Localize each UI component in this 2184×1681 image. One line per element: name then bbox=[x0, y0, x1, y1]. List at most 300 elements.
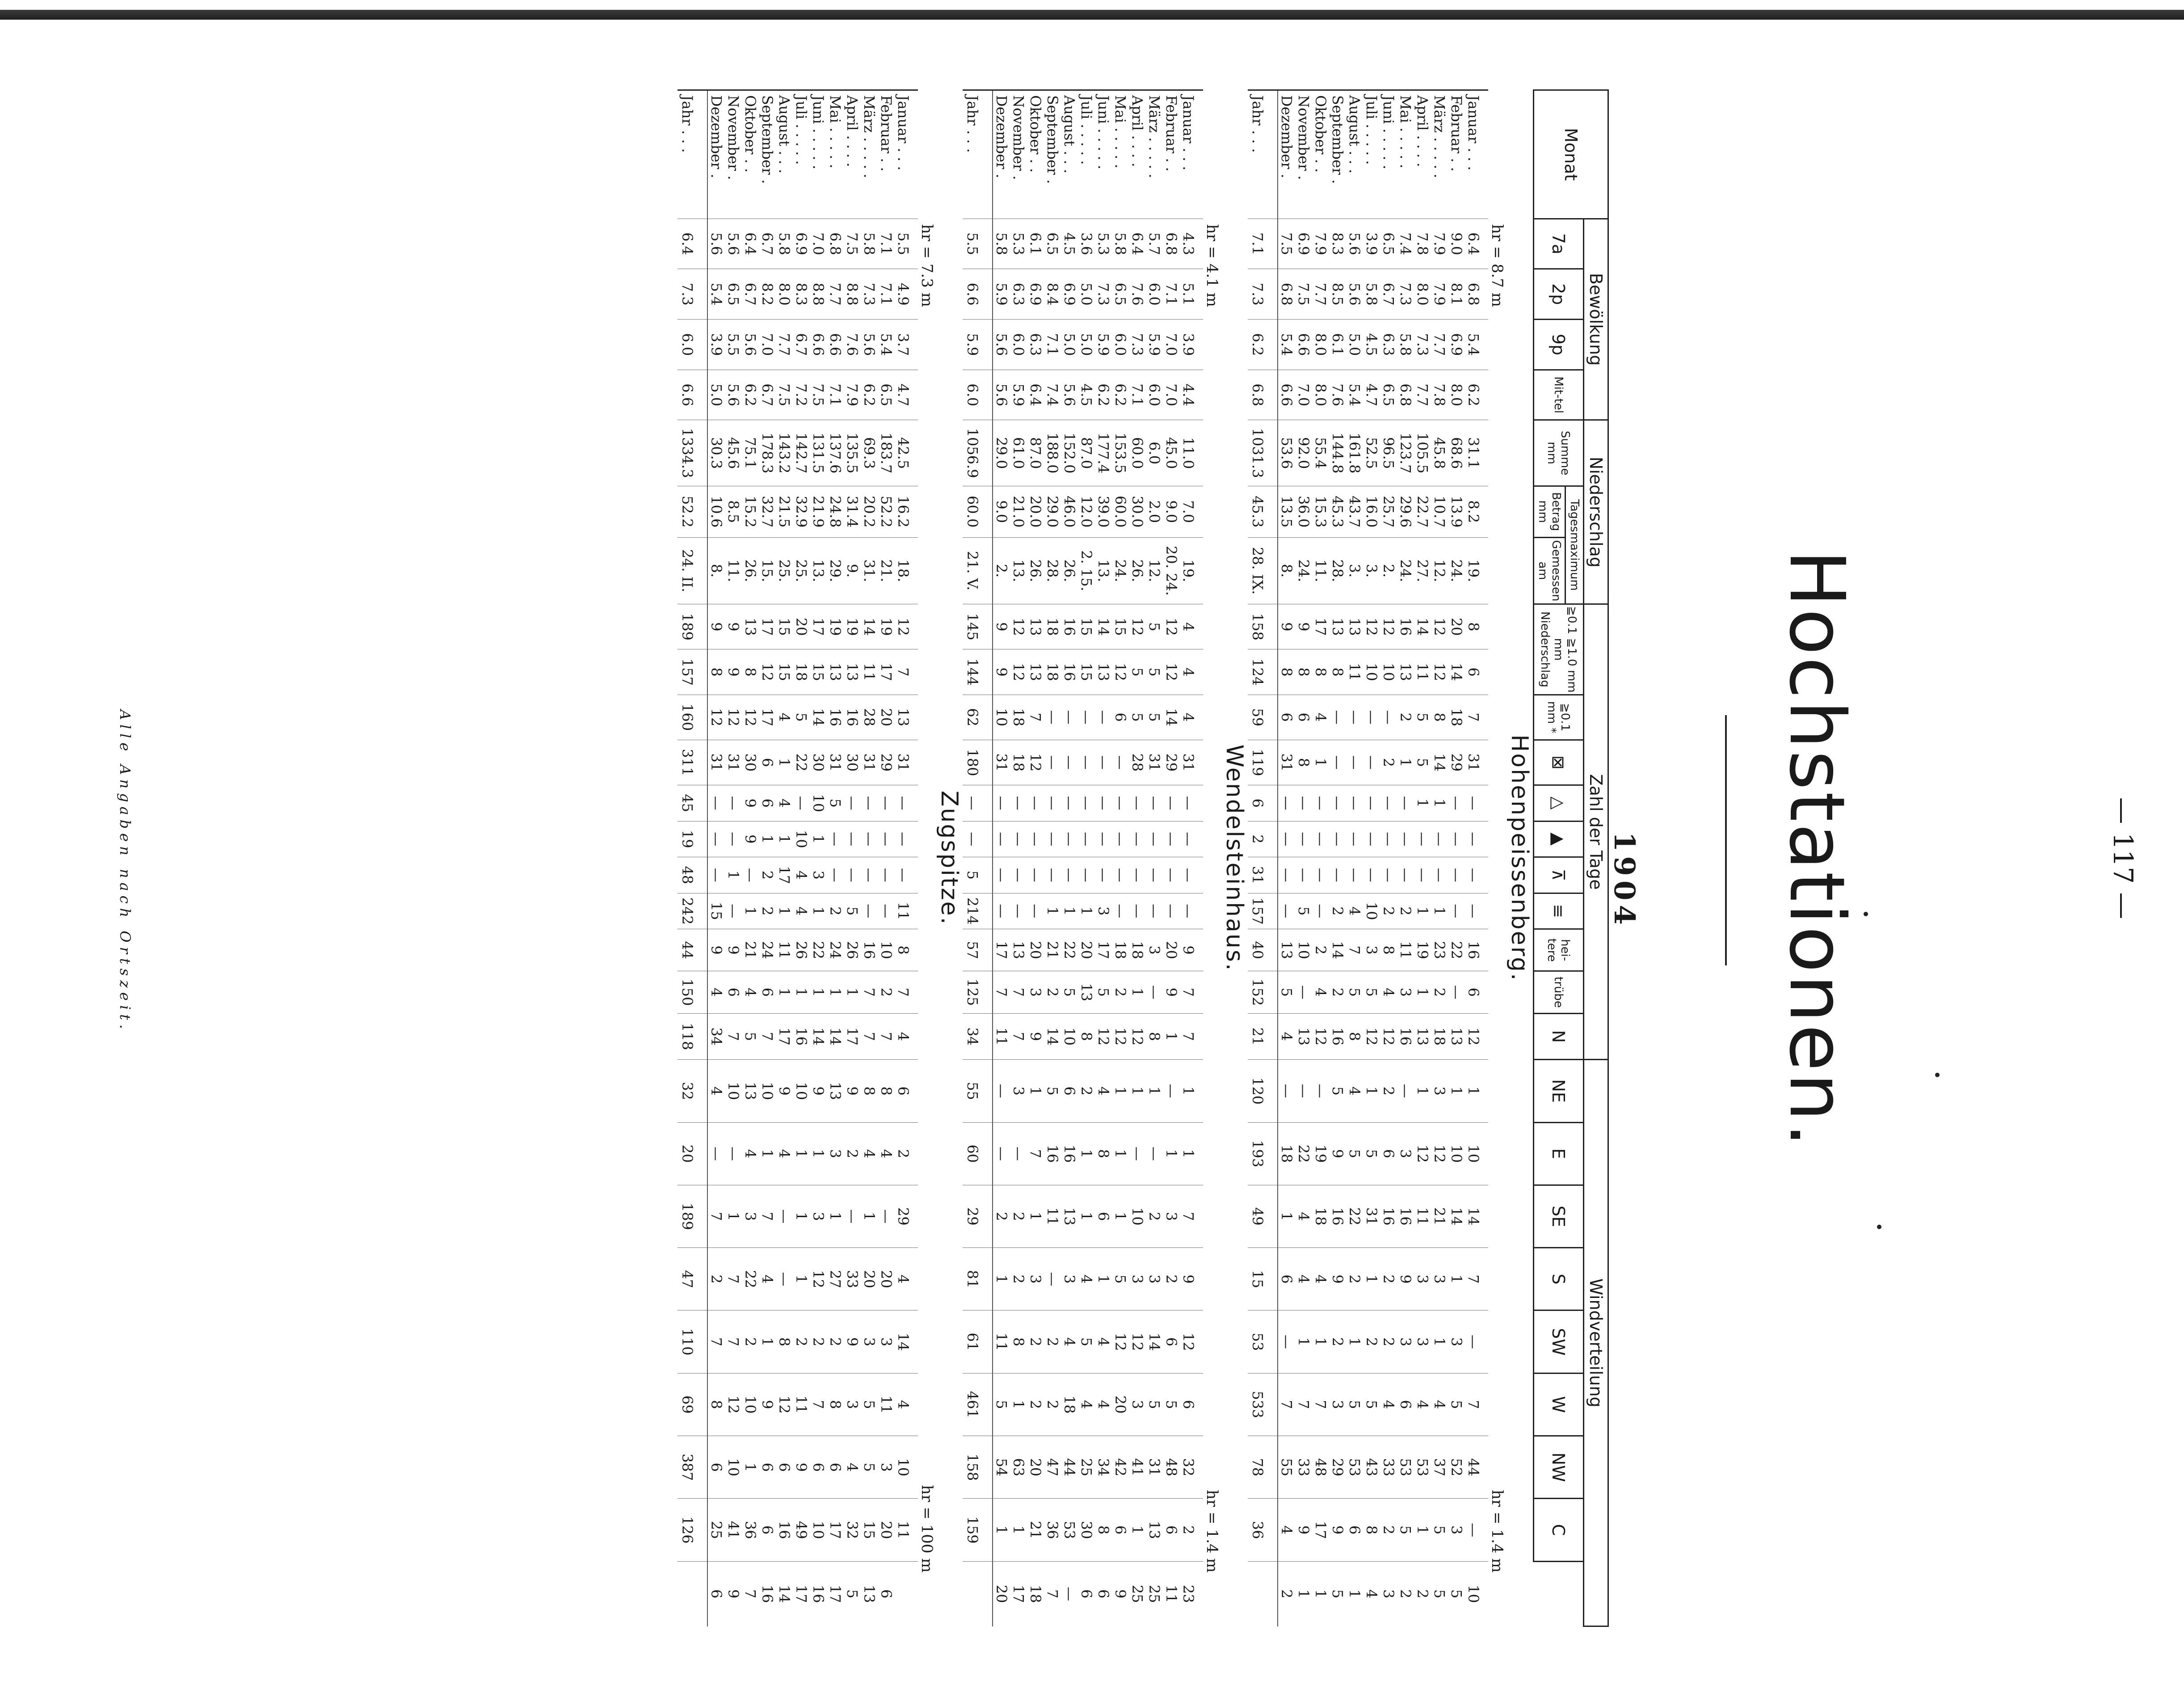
table-cell: 9 bbox=[993, 649, 1010, 695]
table-cell: 10 bbox=[895, 1436, 918, 1499]
table-cell: 26. bbox=[1061, 537, 1078, 604]
table-cell: 3 bbox=[1363, 929, 1380, 971]
table-cell: 31 bbox=[895, 740, 918, 785]
table-cell: — bbox=[1278, 893, 1295, 929]
table-cell: 7.9 bbox=[1431, 219, 1448, 269]
table-cell: 7 bbox=[1027, 695, 1044, 740]
month-label: März . . . . . bbox=[861, 90, 878, 219]
table-cell: 7 bbox=[1044, 1561, 1061, 1626]
table-cell: 31 bbox=[1146, 740, 1163, 785]
table-cell: 18 bbox=[1044, 604, 1061, 649]
table-cell: 18 bbox=[1278, 1122, 1295, 1185]
table-cell: — bbox=[1112, 740, 1129, 785]
table-cell: 9 bbox=[1329, 1122, 1346, 1185]
table-cell: 4.5 bbox=[1078, 370, 1095, 420]
table-body bbox=[678, 90, 1534, 1626]
table-cell: 10 bbox=[1061, 1013, 1078, 1060]
annual-cell: 159 bbox=[963, 1499, 993, 1561]
table-cell: — bbox=[1312, 893, 1329, 929]
table-cell: 3 bbox=[1010, 1060, 1027, 1122]
table-cell: — bbox=[1295, 821, 1312, 857]
header-7a: 7a bbox=[1534, 219, 1584, 269]
table-cell: 6 bbox=[1465, 649, 1488, 695]
table-cell: — bbox=[1278, 1060, 1295, 1122]
footnote-box bbox=[112, 670, 139, 1073]
table-cell: 6.4 bbox=[1465, 219, 1488, 269]
table-cell: 9 bbox=[844, 1310, 861, 1373]
table-cell: 20 bbox=[1078, 929, 1095, 971]
table-cell: 21 bbox=[1027, 1499, 1044, 1561]
table-cell: 36 bbox=[742, 1499, 759, 1561]
table-cell: 10 bbox=[1363, 893, 1380, 929]
table-cell: 8 bbox=[1346, 1013, 1363, 1060]
table-cell: 9.0 bbox=[993, 486, 1010, 537]
table-cell: 31 bbox=[725, 740, 742, 785]
table-cell: 4 bbox=[776, 785, 793, 822]
table-cell: 16 bbox=[1397, 1013, 1414, 1060]
table-cell: — bbox=[725, 821, 742, 857]
table-cell: 6 bbox=[1295, 695, 1312, 740]
table-cell: 17 bbox=[759, 604, 776, 649]
table-cell: — bbox=[776, 1185, 793, 1247]
table-cell: — bbox=[707, 1122, 725, 1185]
table-row bbox=[1312, 90, 1329, 1626]
table-cell: 5.5 bbox=[895, 219, 918, 269]
table-cell: 12 bbox=[1112, 1310, 1129, 1373]
header-wind-ne: NE bbox=[1534, 1060, 1584, 1122]
table-cell: 37 bbox=[1431, 1436, 1448, 1499]
table-cell: 6 bbox=[759, 740, 776, 785]
annual-cell: 6.0 bbox=[678, 319, 707, 370]
table-cell: 31.4 bbox=[844, 486, 861, 537]
header-wind-w: W bbox=[1534, 1373, 1584, 1436]
table-cell: 8 bbox=[1010, 1310, 1027, 1373]
table-cell: 7.4 bbox=[1397, 219, 1414, 269]
table-cell: 4 bbox=[895, 1373, 918, 1436]
table-cell: 7.0 bbox=[810, 219, 827, 269]
table-cell: 6.9 bbox=[793, 219, 810, 269]
page-number: — 117 — bbox=[2107, 797, 2138, 919]
table-cell: 1 bbox=[1431, 785, 1448, 822]
table-cell: 11 bbox=[1346, 649, 1363, 695]
month-label: Mai . . . . . bbox=[827, 90, 844, 219]
table-cell: — bbox=[878, 857, 895, 893]
table-cell: 7.0 bbox=[1163, 370, 1180, 420]
table-cell: 1 bbox=[1414, 1060, 1431, 1122]
table-cell: 10 bbox=[725, 1060, 742, 1122]
table-cell: 2 bbox=[1027, 1373, 1044, 1436]
table-cell: 4 bbox=[1095, 1373, 1112, 1436]
table-cell: 87.0 bbox=[1027, 420, 1044, 486]
table-row bbox=[1380, 90, 1397, 1626]
table-cell: 1 bbox=[861, 1185, 878, 1247]
table-row bbox=[1061, 90, 1078, 1626]
table-cell: 52 bbox=[1448, 1436, 1465, 1499]
table-cell: 2 bbox=[1180, 1499, 1203, 1561]
table-row bbox=[725, 90, 742, 1626]
table-cell: 6.7 bbox=[759, 219, 776, 269]
table-cell: 8 bbox=[878, 1060, 895, 1122]
table-cell: 4 bbox=[1431, 1373, 1448, 1436]
table-cell: 7.5 bbox=[844, 219, 861, 269]
table-cell: 5 bbox=[1363, 1373, 1380, 1436]
table-cell: 5 bbox=[742, 1013, 759, 1060]
table-cell: 13 bbox=[1146, 1499, 1163, 1561]
table-cell: 20.0 bbox=[1027, 486, 1044, 537]
table-cell: 1 bbox=[810, 821, 827, 857]
table-cell: 5 bbox=[993, 1373, 1010, 1436]
table-cell: 5.8 bbox=[1112, 219, 1129, 269]
table-cell: 15.2 bbox=[742, 486, 759, 537]
table-cell: 2 bbox=[827, 1310, 844, 1373]
table-cell: 7.5 bbox=[810, 370, 827, 420]
table-cell: 137.6 bbox=[827, 420, 844, 486]
table-cell: 7 bbox=[1180, 971, 1203, 1013]
table-cell: — bbox=[1010, 821, 1027, 857]
table-cell: 15.3 bbox=[1312, 486, 1329, 537]
table-cell: 9 bbox=[776, 1060, 793, 1122]
table-cell: 9. bbox=[844, 537, 861, 604]
month-label: März . . . . . bbox=[1431, 90, 1448, 219]
title-underline bbox=[1725, 715, 1727, 965]
annual-cell bbox=[963, 1561, 993, 1626]
header-zahl-der-tage: Zahl der Tage bbox=[1584, 604, 1608, 1060]
annual-row bbox=[1248, 90, 1278, 1626]
table-cell: 2. 15. bbox=[1078, 537, 1095, 604]
table-cell: 14 bbox=[1465, 1185, 1488, 1247]
table-row bbox=[810, 90, 827, 1626]
table-cell: 5.0 bbox=[1061, 319, 1078, 370]
table-cell: 18 bbox=[1112, 929, 1129, 971]
table-cell: 31 bbox=[1363, 1185, 1380, 1247]
table-cell: 2 bbox=[1397, 1561, 1414, 1626]
annual-cell: 60.0 bbox=[963, 486, 993, 537]
table-cell: 3 bbox=[1027, 971, 1044, 1013]
table-cell: — bbox=[1312, 1060, 1329, 1122]
height-note-right: hr = 1.4 m bbox=[1203, 1490, 1221, 1573]
annual-cell: 157 bbox=[1248, 893, 1278, 929]
table-cell: — bbox=[1295, 1060, 1312, 1122]
table-cell: 1 bbox=[1414, 971, 1431, 1013]
table-cell: 5.3 bbox=[1010, 219, 1027, 269]
table-cell: 13 bbox=[1295, 1013, 1312, 1060]
table-cell: 33 bbox=[844, 1248, 861, 1310]
table-cell: 9 bbox=[725, 604, 742, 649]
table-row bbox=[1448, 90, 1465, 1626]
table-cell: — bbox=[1044, 785, 1061, 822]
table-cell: 7.1 bbox=[1163, 269, 1180, 320]
table-cell: 2 bbox=[1146, 1185, 1163, 1247]
table-cell: 17 bbox=[878, 649, 895, 695]
header-mittel: Mit-tel bbox=[1534, 370, 1584, 420]
table-cell: 12 bbox=[776, 1373, 793, 1436]
header-wind-c: C bbox=[1534, 1499, 1584, 1561]
table-cell: — bbox=[844, 857, 861, 893]
annual-cell: 189 bbox=[678, 604, 707, 649]
table-cell: 2 bbox=[759, 857, 776, 893]
table-cell: 31 bbox=[1465, 740, 1488, 785]
table-cell: 9 bbox=[742, 785, 759, 822]
table-cell: 7 bbox=[895, 649, 918, 695]
table-cell: 135.5 bbox=[844, 420, 861, 486]
table-cell: 2 bbox=[1380, 1310, 1397, 1373]
table-cell: — bbox=[1095, 695, 1112, 740]
table-cell: — bbox=[1129, 821, 1146, 857]
table-cell: 2 bbox=[993, 1185, 1010, 1247]
table-cell: 17 bbox=[827, 1499, 844, 1561]
table-cell: 12.0 bbox=[1078, 486, 1095, 537]
table-cell: 5 bbox=[1278, 971, 1295, 1013]
table-cell: — bbox=[1278, 1310, 1295, 1373]
station-name: Hohenpeissenberg. bbox=[1506, 734, 1533, 982]
table-cell: 2 bbox=[707, 1248, 725, 1310]
table-cell: 8 bbox=[776, 1310, 793, 1373]
table-cell: 1 bbox=[759, 1310, 776, 1373]
month-label: April . . . . bbox=[1129, 90, 1146, 219]
table-cell: 12 bbox=[1129, 604, 1146, 649]
table-cell: 16 bbox=[759, 1561, 776, 1626]
table-cell: 8.0 bbox=[1448, 370, 1465, 420]
table-cell: 2 bbox=[1380, 893, 1397, 929]
table-cell: 10 bbox=[1380, 649, 1397, 695]
table-cell: — bbox=[1044, 1248, 1061, 1310]
table-cell: — bbox=[1448, 893, 1465, 929]
table-cell: — bbox=[1061, 821, 1078, 857]
table-cell: 10 bbox=[725, 1436, 742, 1499]
table-cell: 5 bbox=[861, 1436, 878, 1499]
table-cell: 2 bbox=[1329, 1310, 1346, 1373]
table-cell: 29.0 bbox=[993, 420, 1010, 486]
table-cell: 45.8 bbox=[1431, 420, 1448, 486]
month-label: Januar . . . bbox=[895, 90, 918, 219]
annual-cell bbox=[1248, 1561, 1278, 1626]
table-cell: 14 bbox=[1448, 1185, 1465, 1247]
table-cell: 6 bbox=[1112, 695, 1129, 740]
table-cell: 15 bbox=[776, 604, 793, 649]
table-row bbox=[707, 90, 725, 1626]
table-cell: 5.4 bbox=[707, 269, 725, 320]
table-cell: 1 bbox=[742, 1436, 759, 1499]
table-cell: 183.7 bbox=[878, 420, 895, 486]
table-cell: 8.0 bbox=[1414, 269, 1431, 320]
table-cell: — bbox=[844, 1185, 861, 1247]
table-cell: 15 bbox=[707, 893, 725, 929]
annual-cell: 120 bbox=[1248, 1060, 1278, 1122]
table-cell: 2 bbox=[895, 1122, 918, 1185]
annual-cell: 19 bbox=[678, 821, 707, 857]
table-cell: 1 bbox=[1010, 1499, 1027, 1561]
table-cell: 17 bbox=[1312, 1499, 1329, 1561]
table-cell: 3 bbox=[1146, 1248, 1163, 1310]
table-cell: 9 bbox=[993, 604, 1010, 649]
table-cell: 9 bbox=[742, 821, 759, 857]
table-cell: 13 bbox=[742, 1060, 759, 1122]
table-cell: — bbox=[1465, 821, 1488, 857]
table-cell: 1 bbox=[1312, 740, 1329, 785]
table-cell: 9 bbox=[707, 929, 725, 971]
table-cell: 6 bbox=[707, 1561, 725, 1626]
table-header bbox=[1534, 90, 1608, 1626]
table-cell: 9 bbox=[1329, 1499, 1346, 1561]
table-cell: 8 bbox=[1146, 1013, 1163, 1060]
table-cell: 2. bbox=[993, 537, 1010, 604]
table-cell: 2 bbox=[1027, 1310, 1044, 1373]
table-cell: 8 bbox=[1363, 1499, 1380, 1561]
table-cell: 10 bbox=[1465, 1122, 1488, 1185]
table-cell: 21. bbox=[878, 537, 895, 604]
table-cell: 45.0 bbox=[1163, 420, 1180, 486]
table-cell: — bbox=[1431, 821, 1448, 857]
table-cell: 1 bbox=[1129, 1499, 1146, 1561]
table-cell: 5 bbox=[1044, 1060, 1061, 1122]
table-cell: 8 bbox=[707, 1373, 725, 1436]
table-cell: — bbox=[993, 785, 1010, 822]
table-cell: 5.8 bbox=[1397, 319, 1414, 370]
table-cell: 33 bbox=[1295, 1436, 1312, 1499]
table-cell: 17 bbox=[759, 695, 776, 740]
annual-cell: 461 bbox=[963, 1373, 993, 1436]
table-row bbox=[1465, 90, 1488, 1626]
table-cell: — bbox=[1295, 971, 1312, 1013]
table-cell: 14 bbox=[1329, 929, 1346, 971]
table-row bbox=[895, 90, 918, 1626]
table-cell: 20 bbox=[1027, 1436, 1044, 1499]
table-cell: 36 bbox=[1044, 1499, 1061, 1561]
table-row bbox=[742, 90, 759, 1626]
table-cell: 4.7 bbox=[895, 370, 918, 420]
table-cell: 2 bbox=[1397, 695, 1414, 740]
table-cell: 6.8 bbox=[1278, 269, 1295, 320]
table-cell: 7.6 bbox=[844, 319, 861, 370]
table-cell: 6.7 bbox=[793, 319, 810, 370]
table-cell: 10.6 bbox=[707, 486, 725, 537]
table-cell: 1 bbox=[1295, 1561, 1312, 1626]
table-cell: — bbox=[707, 821, 725, 857]
table-cell: 4 bbox=[793, 857, 810, 893]
table-cell: — bbox=[1061, 1561, 1078, 1626]
table-cell: 4.7 bbox=[1363, 370, 1380, 420]
header-wind-e: E bbox=[1534, 1122, 1584, 1185]
table-cell: — bbox=[1465, 857, 1488, 893]
table-cell: 32 bbox=[844, 1499, 861, 1561]
table-cell: — bbox=[1397, 1060, 1414, 1122]
table-cell: 13 bbox=[844, 649, 861, 695]
table-cell: 16 bbox=[1061, 1122, 1078, 1185]
table-cell: — bbox=[1027, 893, 1044, 929]
table-cell: 1 bbox=[1278, 1185, 1295, 1247]
table-cell: — bbox=[1346, 785, 1363, 822]
annual-cell: 214 bbox=[963, 893, 993, 929]
table-cell: 45.3 bbox=[1329, 486, 1346, 537]
table-cell: — bbox=[1010, 857, 1027, 893]
table-cell: 5.9 bbox=[993, 269, 1010, 320]
table-cell: 7 bbox=[878, 1013, 895, 1060]
table-cell: — bbox=[1146, 821, 1163, 857]
table-cell: 29 bbox=[1448, 740, 1465, 785]
annual-cell: 28. IX. bbox=[1248, 537, 1278, 604]
table-cell: 1 bbox=[810, 893, 827, 929]
annual-cell: 81 bbox=[963, 1248, 993, 1310]
table-cell: 1 bbox=[827, 1185, 844, 1247]
table-cell: — bbox=[1295, 857, 1312, 893]
table-cell: 7 bbox=[1346, 929, 1363, 971]
table-cell: 26. bbox=[742, 537, 759, 604]
table-cell: 16 bbox=[1329, 1013, 1346, 1060]
table-cell: 11 bbox=[793, 1373, 810, 1436]
table-cell: 9 bbox=[1295, 1499, 1312, 1561]
table-cell: 7.9 bbox=[844, 370, 861, 420]
table-cell: 31 bbox=[1180, 740, 1203, 785]
table-cell: 12 bbox=[1129, 1013, 1146, 1060]
annual-cell: 24. II. bbox=[678, 537, 707, 604]
table-cell: 42 bbox=[1112, 1436, 1129, 1499]
table-cell: 2 bbox=[1431, 971, 1448, 1013]
table-cell: 11 bbox=[878, 1373, 895, 1436]
table-cell: 6 bbox=[725, 971, 742, 1013]
table-cell: 4 bbox=[1180, 695, 1203, 740]
year-box bbox=[1604, 813, 1645, 948]
table-cell: 3 bbox=[1027, 1248, 1044, 1310]
table-cell: 18 bbox=[1010, 740, 1027, 785]
table-cell: 17 bbox=[993, 929, 1010, 971]
table-cell: 2 bbox=[1044, 1373, 1061, 1436]
header-wetterleuchten: ⊼ bbox=[1534, 857, 1584, 893]
table-cell: 12. bbox=[1431, 537, 1448, 604]
table-cell: 7.5 bbox=[1278, 219, 1295, 269]
table-cell: 1 bbox=[793, 971, 810, 1013]
table-cell: 20 bbox=[878, 695, 895, 740]
table-cell: 12 bbox=[1414, 1122, 1431, 1185]
month-label: November . bbox=[725, 90, 742, 219]
table-cell: 55 bbox=[1278, 1436, 1295, 1499]
table-cell: 3 bbox=[1163, 1185, 1180, 1247]
table-cell: 2 bbox=[1380, 1248, 1397, 1310]
table-row bbox=[1129, 90, 1146, 1626]
table-cell: 7 bbox=[1180, 1185, 1203, 1247]
table-cell: 2 bbox=[1414, 1561, 1431, 1626]
table-cell: — bbox=[993, 893, 1010, 929]
table-cell: — bbox=[1312, 785, 1329, 822]
table-cell: 18 bbox=[1129, 929, 1146, 971]
table-cell: 9 bbox=[1180, 1248, 1203, 1310]
table-cell: 9 bbox=[1329, 1248, 1346, 1310]
table-cell: — bbox=[1061, 785, 1078, 822]
table-cell: 1 bbox=[759, 821, 776, 857]
table-cell: 3 bbox=[861, 1310, 878, 1373]
table-cell: 2 bbox=[810, 1310, 827, 1373]
month-label: Oktober . . bbox=[1312, 90, 1329, 219]
table-cell: 31 bbox=[993, 740, 1010, 785]
month-label: Juli . . . . . bbox=[1363, 90, 1380, 219]
table-cell: 12 bbox=[1380, 1013, 1397, 1060]
table-cell: 6 bbox=[1278, 695, 1295, 740]
table-cell: 1 bbox=[1312, 1561, 1329, 1626]
annual-cell: 118 bbox=[678, 1013, 707, 1060]
table-cell: 5 bbox=[844, 893, 861, 929]
table-cell: 12 bbox=[725, 695, 742, 740]
table-cell: 22 bbox=[1346, 1185, 1363, 1247]
table-cell: 2 bbox=[878, 971, 895, 1013]
table-cell: 27 bbox=[827, 1248, 844, 1310]
table-row bbox=[1431, 90, 1448, 1626]
table-cell: 29 bbox=[1329, 1436, 1346, 1499]
table-cell: 15 bbox=[1078, 604, 1095, 649]
table-cell: 25 bbox=[1078, 1436, 1095, 1499]
table-cell: 4 bbox=[776, 1122, 793, 1185]
table-cell: 5.6 bbox=[1346, 219, 1363, 269]
table-cell: 16 bbox=[1329, 1185, 1346, 1247]
table-cell: 6.4 bbox=[1129, 219, 1146, 269]
